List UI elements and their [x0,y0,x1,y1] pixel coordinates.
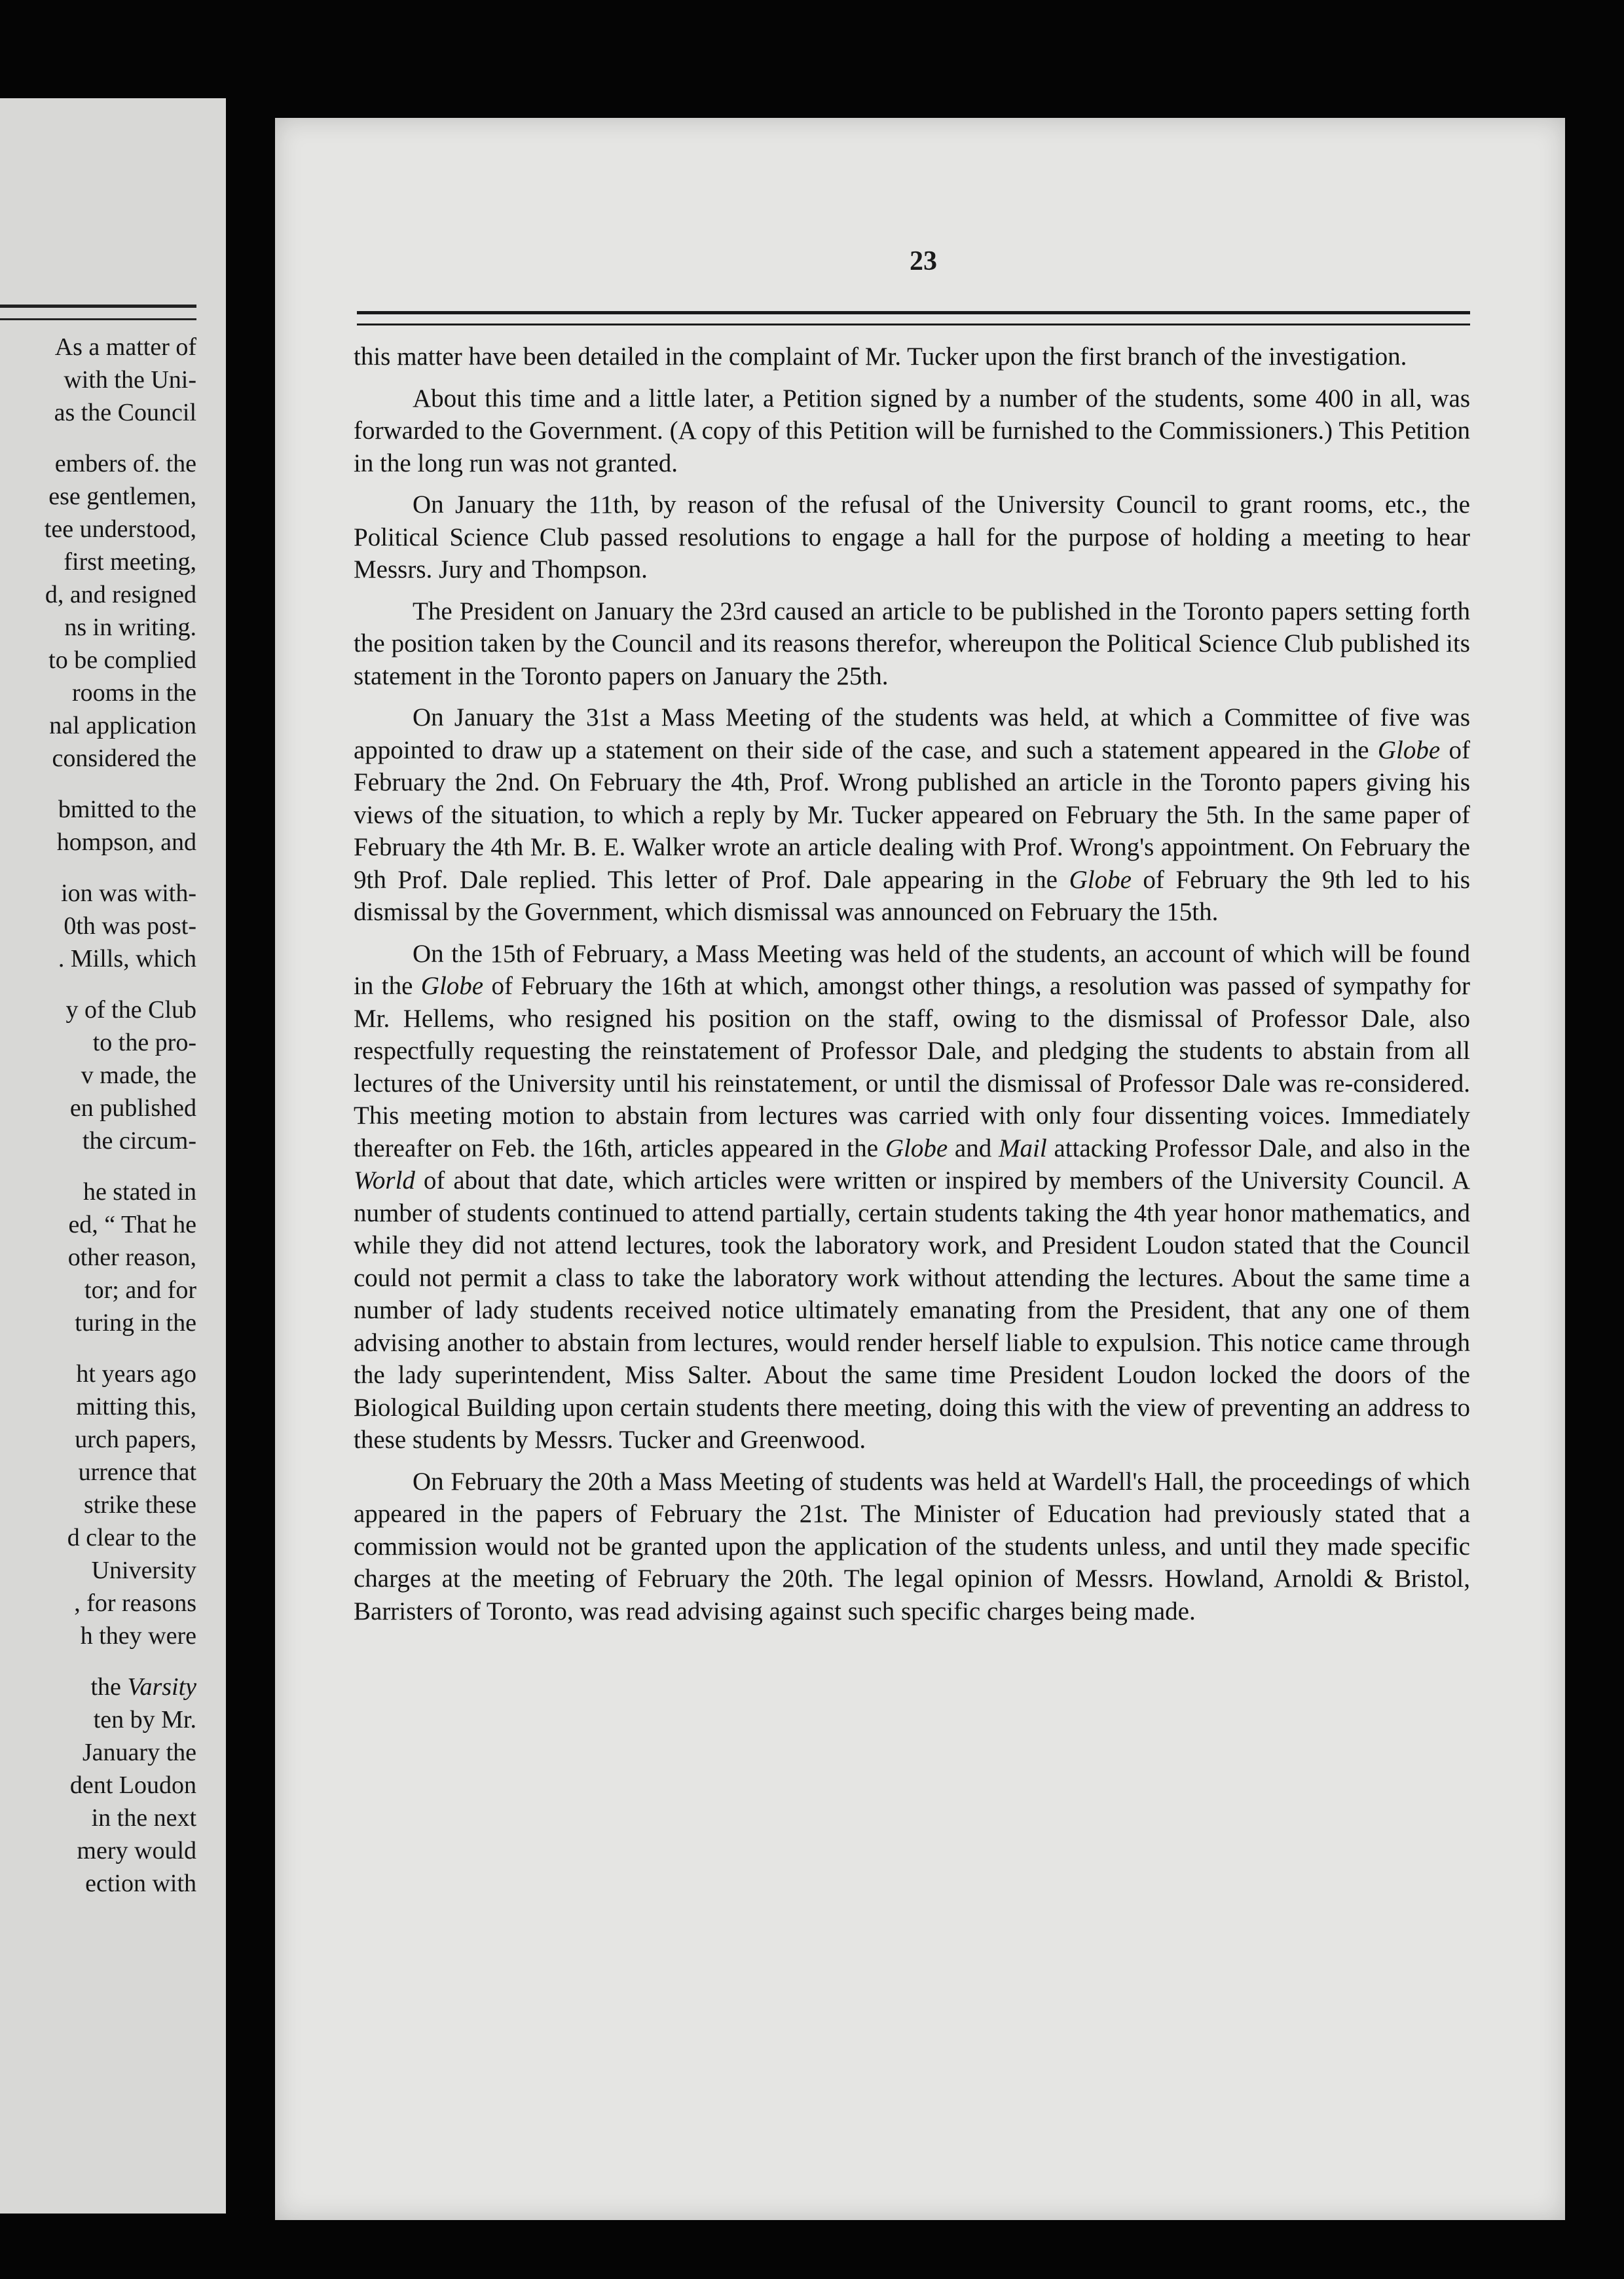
paragraph [354,382,1470,480]
paragraph [354,938,1470,1456]
italic-text: Mail [999,1134,1047,1162]
italic-text: Globe [885,1134,948,1162]
paragraph-text: of February the 2nd. On February the 4th, Prof. Wrong published an article in the Toronto papers giving his views of the situation, to which a reply by Mr. Tucker appeared on February the 5th. In the same paper of February the 4th Mr. B. E. Walker wrote an article dealing with Prof. Wrong's appointment. On February the 9th Prof. Dale replied. This letter of Prof. Dale appearing in the [354,735,1470,894]
italic-text: Globe [1377,735,1441,764]
paragraph-text: of February the 16th at which, amongst other things, a resolution was passed of sympathy for Mr. Hellems, who resigned his position on the staff, owing to the dismissal of Professor Dale, also respectfully requesting the reinstatement of Professor Dale, and pledging the students to abstain from all lectures of the University until his reinstatement, or until the dismissal of Professor Dale was re-considered. This meeting motion to abstain from lectures was carried with only four dissenting voices. Immediately thereafter on Feb. the 16th, articles appeared in the [354,972,1470,1162]
left-page-line: first meeting, [64,548,196,576]
left-page-line: ns in writing. [64,614,196,641]
left-page-line: tor; and for [84,1276,196,1304]
left-page-line: University [91,1557,196,1584]
left-page-line: d clear to the [67,1524,196,1551]
left-page-line: with the Uni- [64,366,196,394]
left-page-line [0,1652,196,1671]
left-page-line: embers of. the [54,450,196,477]
left-page-line: January the [82,1739,196,1766]
paragraph [354,595,1470,693]
paragraph-text: On January the 11th, by reason of the refusal of the University Council to grant rooms, etc., the Political Science Club passed resolutions to engage a hall for the purpose of holding a meeting to hear Messrs. Jury and Thompson. [354,491,1470,584]
paragraph-text: The President on January the 23rd caused an article to be published in the Toronto papers setting forth the position taken by the Council and its reasons therefor, whereupon the Political Science Club published its statement in the Toronto papers on January the 25th. [354,597,1470,690]
left-page-line: . Mills, which [58,945,196,973]
left-page-line [0,975,196,993]
paragraph [354,1466,1470,1628]
left-page-line: considered the [52,745,196,772]
left-page-line: ht years ago [76,1360,196,1388]
left-page-line: mitting this, [76,1393,196,1420]
left-page-line: to be complied [48,646,196,674]
left-page-line: urrence that [78,1458,196,1486]
italic-text: Globe [420,972,484,1000]
left-page-line [0,859,196,877]
paragraph-text: this matter have been detailed in the complaint of Mr. Tucker upon the first branch of the investigation. [354,343,1407,371]
left-page-line: ed, “ That he [68,1211,196,1238]
paragraph-text: On January the 31st a Mass Meeting of the students was held, at which a Committee of five was appointed to draw up a statement on their side of the case, and such a statement appeared in the [354,703,1470,764]
left-page-line: tee understood, [44,515,196,543]
left-page-line: h they were [80,1622,196,1650]
left-page-line: ese gentlemen, [48,483,196,510]
left-page-line: he stated in [83,1178,196,1206]
document-page [275,118,1565,2220]
paragraph [354,489,1470,586]
page-number: 23 [910,246,937,276]
page-body [354,341,1470,1637]
left-page-rule [0,305,196,320]
left-page-line [0,775,196,793]
italic-text: World [354,1166,415,1195]
left-page-line [0,1157,196,1176]
left-page-line: hompson, and [56,828,196,856]
left-page-line: in the next [91,1804,196,1832]
paragraph-text: On the 15th of February, a Mass Meeting was held of the students, an account of which will be found in the [354,939,1470,1000]
left-page-line: d, and resigned [45,581,196,608]
italic-text: Globe [1069,865,1132,894]
paragraph-text: On February the 20th a Mass Meeting of students was held at Wardell's Hall, the proceedings of which appeared in the papers of February the 21st. The Minister of Education had previously stated that a commission would not be granted upon the application of the students unless, and until they made specific charges at the meeting of February the 20th. The legal opinion of Messrs. Howland, Arnoldi & Bristol, Barristers of Toronto, was read advising against such specific charges being made. [354,1467,1470,1625]
paragraph-text: About this time and a little later, a Petition signed by a number of the students, some 400 in all, was forwarded to the Government. (A copy of this Petition will be furnished to the Commissioners.) This Petition in the long run was not granted. [354,384,1470,477]
left-page-line [0,1339,196,1358]
left-page-line: en published [69,1094,196,1122]
left-page-line: y of the Club [65,996,196,1024]
header-rule [357,311,1470,325]
paragraph-text: of February the 9th led to his dismissal by the Government, which dismissal was announced on February the 15th. [354,865,1471,926]
paragraph-text: attacking Professor Dale, and also in the [1046,1134,1470,1162]
left-page-line: 0th was post- [64,912,196,940]
left-page-text [0,331,196,1900]
left-page-line: mery would [77,1837,196,1864]
left-page-line: the Varsity [90,1673,196,1701]
left-page-line: other reason, [67,1244,196,1271]
left-page-line: v made, the [81,1062,196,1089]
left-page-line: the circum- [82,1127,196,1155]
left-page-line: rooms in the [72,679,196,707]
left-page-line: to the pro- [92,1029,196,1056]
left-page-line: turing in the [75,1309,196,1337]
left-page-line: bmitted to the [58,796,196,823]
left-page-line: ection with [85,1870,196,1897]
left-page-line: urch papers, [75,1426,196,1453]
paragraph [354,701,1470,929]
left-page-line: ten by Mr. [93,1706,196,1733]
left-page-line [0,429,196,447]
left-page-line: dent Loudon [69,1771,196,1799]
left-page-line: As a matter of [54,333,196,361]
left-page-line: strike these [83,1491,196,1519]
previous-page-fragment [0,98,226,2214]
left-page-line: ion was with- [61,880,196,907]
paragraph [354,341,1470,373]
left-page-line: nal application [49,712,196,739]
left-page-line: as the Council [54,399,196,426]
paragraph-text: of about that date, which articles were written or inspired by members of the University Council. A number of students continued to attend partially, certain students taking the 4th year honor mathematics, and while they did not attend lectures, took the laboratory work, and President Loudon stated that the Council could not permit a class to take the laboratory work without attending the lectures. About the same time a number of lady students received notice ultimately emanating from the President, that any one of them advising another to abstain from lectures, would render herself liable to expulsion. This notice came through the lady superintendent, Miss Salter. About the same time President Loudon locked the doors of the Biological Building upon certain students there meeting, doing this with the view of preventing an address to these students by Messrs. Tucker and Greenwood. [354,1166,1470,1454]
left-page-line: , for reasons [74,1589,196,1617]
paragraph-text: and [948,1134,999,1162]
